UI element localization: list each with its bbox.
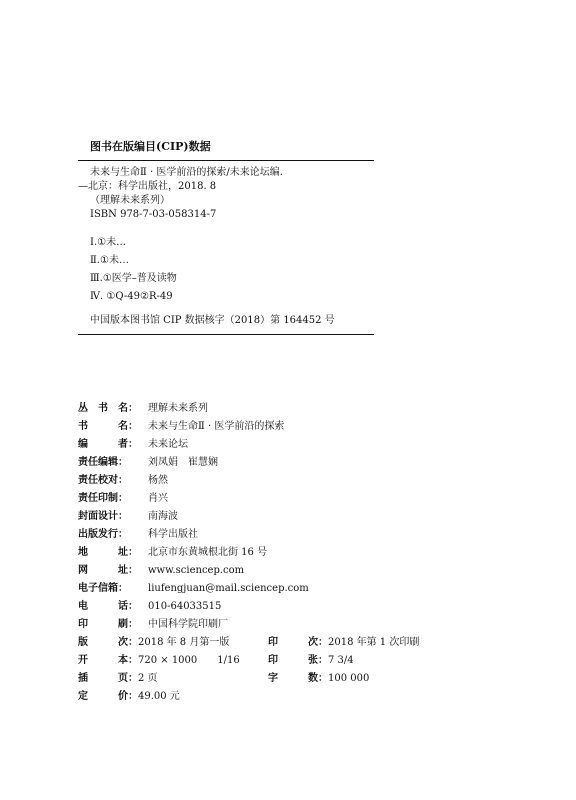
cip-title-line: 未来与生命Ⅱ · 医学前沿的探索/未来论坛编.	[90, 167, 283, 178]
cip-heading: 图书在版编目(CIP)数据	[90, 140, 211, 153]
colophon-label: 责任校对：	[78, 475, 128, 486]
pair-label: 版 次：	[78, 637, 138, 648]
colophon-value: 杨然	[148, 475, 168, 486]
cip-subject-3: Ⅲ.①医学–普及读物	[90, 273, 177, 284]
edition-pair-left	[78, 636, 229, 650]
colophon-label: 电子信箱：	[78, 583, 128, 594]
price-pair-left	[78, 690, 180, 704]
colophon-label: 网 址：	[78, 565, 138, 576]
colophon-value: 010-64033515	[148, 601, 222, 612]
cip-top-rule	[78, 160, 374, 161]
colophon-value: liufengjuan@mail.sciencep.com	[148, 583, 309, 594]
pair-value: 2018 年第 1 次印刷	[328, 637, 420, 648]
colophon-value: 理解未来系列	[148, 403, 208, 414]
pair-label: 插 页：	[78, 673, 138, 684]
colophon-label: 责任编辑：	[78, 457, 128, 468]
pair-label: 印 张：	[268, 655, 328, 666]
pair-label: 开 本：	[78, 655, 138, 666]
wordcount-pair-right	[268, 672, 369, 686]
colophon-value: 南海波	[148, 511, 178, 522]
pair-value: 2018 年 8 月第一版	[138, 637, 230, 648]
colophon-value: 科学出版社	[148, 529, 198, 540]
colophon-label: 丛 书 名：	[78, 403, 138, 414]
pair-value: 2 页	[138, 673, 158, 684]
colophon-label: 出版发行：	[78, 529, 128, 540]
cip-subject-2: Ⅱ.①未…	[90, 255, 129, 266]
pair-value: 100 000	[328, 673, 370, 684]
colophon-label: 编 者：	[78, 439, 138, 450]
cip-isbn-line: ISBN 978-7-03-058314-7	[90, 209, 217, 220]
pair-value: 720 × 1000 1/16	[138, 655, 240, 666]
cip-record-line: 中国版本图书馆 CIP 数据核字（2018）第 164452 号	[90, 315, 335, 326]
cip-subject-4: Ⅳ. ①Q-49②R-49	[90, 291, 173, 302]
colophon-label: 责任印制：	[78, 493, 128, 504]
colophon-label: 地 址：	[78, 547, 138, 558]
colophon-label: 电 话：	[78, 601, 138, 612]
format-pair-left	[78, 654, 240, 668]
format-pair-right	[268, 654, 354, 668]
pair-label: 印 次：	[268, 637, 328, 648]
colophon-value: 肖兴	[148, 493, 168, 504]
colophon-value: 未来论坛	[148, 439, 188, 450]
colophon-label: 封面设计：	[78, 511, 128, 522]
colophon-value: 刘凤娟 崔慧娴	[148, 457, 218, 468]
cip-series-line: （理解未来系列）	[90, 195, 170, 206]
edition-pair-right	[268, 636, 419, 650]
pair-value: 7 3/4	[328, 655, 354, 666]
cip-publisher-line: —北京：科学出版社，2018. 8	[78, 181, 217, 192]
cip-subject-1: Ⅰ.①未…	[90, 237, 127, 248]
pair-value: 49.00 元	[138, 691, 180, 702]
cip-bottom-rule	[78, 334, 374, 335]
colophon-value: www.sciencep.com	[148, 565, 245, 576]
pair-label: 字 数：	[268, 673, 328, 684]
pair-label: 定 价：	[78, 691, 138, 702]
colophon-label: 印 刷：	[78, 619, 138, 630]
plates-pair-left	[78, 672, 158, 686]
colophon-value: 中国科学院印刷厂	[148, 619, 228, 630]
colophon-label: 书 名：	[78, 421, 138, 432]
colophon-value: 未来与生命Ⅱ · 医学前沿的探索	[148, 421, 285, 432]
colophon-value: 北京市东黄城根北街 16 号	[148, 547, 268, 558]
